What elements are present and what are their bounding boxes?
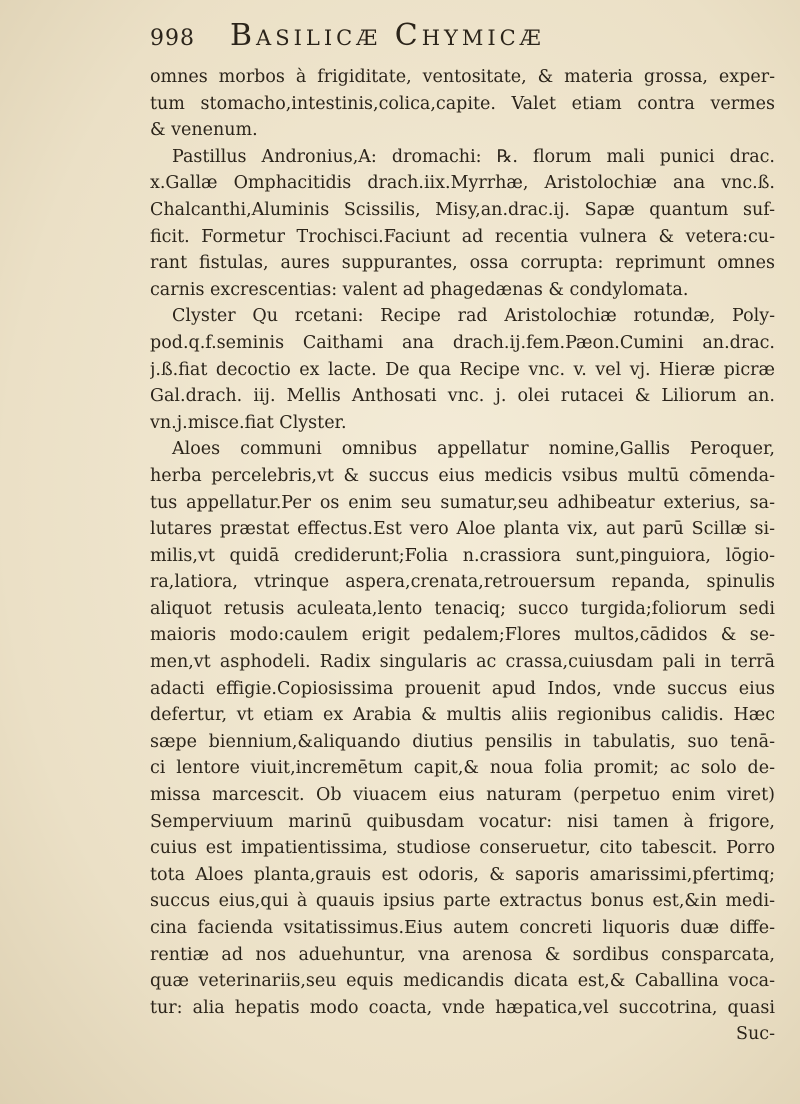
- text-line: ci lentore viuit,incremētum capit,& noua folia promit; ac solo de-: [150, 758, 775, 779]
- catchword: Suc-: [736, 1024, 775, 1045]
- text-line: maioris modo:caulem erigit pedalem;Flores multos,cādidos & se-: [150, 625, 775, 646]
- text-line: x.Gallæ Omphacitidis drach.iix.Myrrhæ, Aristolochiæ ana vnc.ß.: [150, 173, 775, 194]
- text-line: adacti effigie.Copiosissima prouenit apud Indos, vnde succus eius: [150, 678, 775, 699]
- text-line: carnis excrescentias: valent ad phagedænas & condylomata.: [150, 279, 689, 300]
- text-line: Pastillus Andronius,A: dromachi: ℞. florum mali punici drac.: [172, 146, 775, 167]
- text-line: cina facienda vsitatissimus.Eius autem concreti liquoris duæ diffe-: [150, 918, 775, 938]
- text-line: milis,vt quidā crediderunt;Folia n.crassiora sunt,pinguiora, lōgio-: [150, 545, 775, 566]
- text-line: tus appellatur.Per os enim seu sumatur,seu adhibeatur exterius, sa-: [150, 492, 775, 513]
- text-line: defertur, vt etiam ex Arabia & multis aliis regionibus calidis. Hæc: [150, 705, 775, 726]
- text-line: Gal.drach. iij. Mellis Anthosati vnc. j. olei rutacei & Liliorum an.: [150, 386, 775, 407]
- text-line: succus eius,qui à quauis ipsius parte extractus bonus est,&in medi-: [150, 891, 775, 912]
- text-line: quæ veterinariis,seu equis medicandis dicata est,& Caballina voca-: [150, 971, 775, 992]
- body-text: [150, 64, 775, 1048]
- text-line: rentiæ ad nos aduehuntur, vna arenosa & sordibus consparcata,: [150, 944, 775, 965]
- text-line: vn.j.misce.fiat Clyster.: [150, 412, 347, 433]
- text-line: tota Aloes planta,grauis est odoris, & saporis amarissimi,pfertimq;: [150, 864, 775, 885]
- text-line: tur: alia hepatis modo coacta, vnde hæpatica,vel succotrina, quasi: [150, 997, 775, 1018]
- text-line: omnes morbos à frigiditate, ventositate, & materia grossa, exper-: [150, 67, 775, 87]
- running-title: Basilicæ Chymicæ: [230, 18, 545, 53]
- text-line: ra,latiora, vtrinque aspera,crenata,retrouersum repanda, spinulis: [150, 572, 775, 593]
- text-line: Clyster Qu rcetani: Recipe rad Aristolochiæ rotundæ, Poly-: [172, 306, 775, 327]
- page-header: [150, 18, 770, 58]
- text-line: missa marcescit. Ob viuacem eius naturam (perpetuo enim viret): [150, 785, 775, 806]
- text-line: tum stomacho,intestinis,colica,capite. Valet etiam contra vermes: [150, 93, 775, 114]
- text-line: Aloes communi omnibus appellatur nomine,Gallis Peroquer,: [172, 439, 775, 460]
- text-line: rant fistulas, aures suppurantes, ossa corrupta: reprimunt omnes: [150, 253, 775, 274]
- text-line: Chalcanthi,Aluminis Scissilis, Misy,an.drac.ij. Sapæ quantum suf-: [150, 199, 775, 220]
- text-line: pod.q.f.seminis Caithami ana drach.ij.fem.Pæon.Cumini an.drac.: [150, 332, 775, 353]
- text-line: lutares præstat effectus.Est vero Aloe planta vix, aut parū Scillæ si-: [150, 519, 775, 540]
- text-line: men,vt asphodeli. Radix singularis ac crassa,cuiusdam pali in terrā: [150, 652, 775, 673]
- page-number: 998: [150, 26, 195, 51]
- text-line: Semperviuum marinū quibusdam vocatur: nisi tamen à frigore,: [150, 811, 775, 832]
- text-line: aliquot retusis aculeata,lento tenaciq; succo turgida;foliorum sedi: [150, 598, 775, 619]
- text-line: herba percelebris,vt & succus eius medicis vsibus multū cōmenda-: [150, 465, 775, 486]
- text-line: & venenum.: [150, 120, 258, 141]
- text-line: j.ß.fiat decoctio ex lacte. De qua Recipe vnc. v. vel vj. Hieræ picræ: [150, 359, 775, 380]
- text-line: cuius est impatientissima, studiose conseruetur, cito tabescit. Porro: [150, 838, 775, 859]
- text-line: sæpe biennium,&aliquando diutius pensilis in tabulatis, suo tenā-: [150, 731, 775, 752]
- text-line: ficit. Formetur Trochisci.Faciunt ad recentia vulnera & vetera:cu-: [150, 226, 775, 247]
